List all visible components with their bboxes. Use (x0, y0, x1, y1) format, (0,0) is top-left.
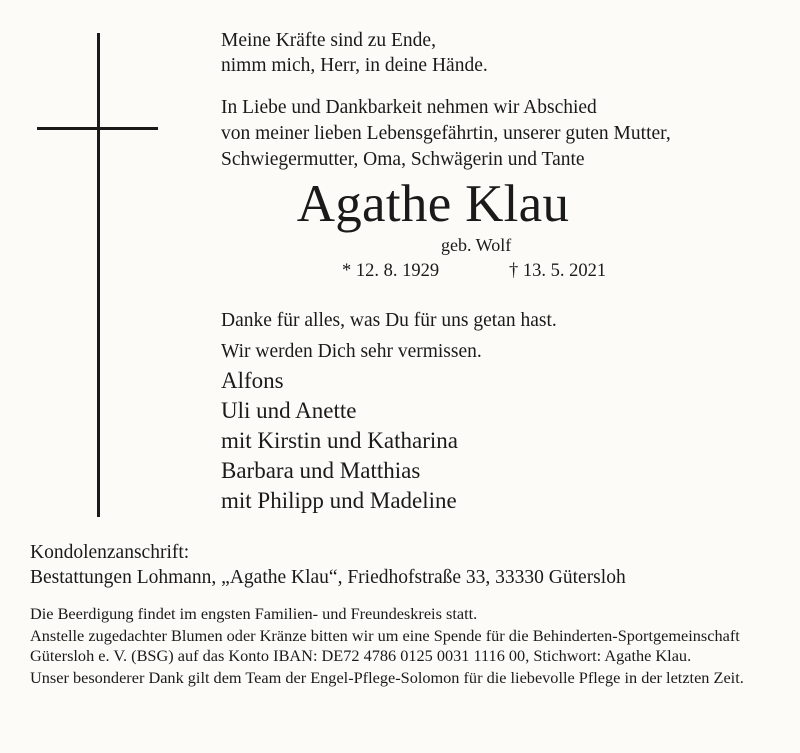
intro-line-2: von meiner lieben Lebensgefährtin, unserer guten Mutter, (221, 123, 671, 144)
condolence-address-line: Bestattungen Lohmann, „Agathe Klau“, Friedhofstraße 33, 33330 Gütersloh (30, 567, 626, 588)
verse (221, 28, 488, 78)
family-member: mit Philipp und Madeline (221, 488, 457, 513)
family-member: Uli und Anette (221, 398, 357, 423)
family-member: mit Kirstin und Katharina (221, 428, 458, 453)
footer-notes (30, 604, 778, 688)
family-member: Barbara und Matthias (221, 458, 421, 483)
intro-text (221, 95, 671, 173)
condolence-address (30, 540, 626, 590)
thanks-text (221, 305, 557, 367)
donation-note: Anstelle zugedachter Blumen oder Kränze bitten wir um eine Spende für die Behinderten-Sportgemeinschaft Gütersloh e. V. (BSG) auf das Konto IBAN: DE72 4786 0125 0031 1116 00, Stichwort: Agathe Klau. (30, 626, 740, 665)
intro-line-3: Schwiegermutter, Oma, Schwägerin und Tante (221, 149, 585, 170)
verse-line-2: nimm mich, Herr, in deine Hände. (221, 55, 488, 76)
birth-name: geb. Wolf (441, 235, 512, 255)
cross-vertical-bar (97, 33, 100, 517)
thanks-line-2: Wir werden Dich sehr vermissen. (221, 341, 482, 362)
thanks-line-1: Danke für alles, was Du für uns getan hast. (221, 310, 557, 331)
gratitude-note: Unser besonderer Dank gilt dem Team der Engel-Pflege-Solomon für die liebevolle Pflege in der letzten Zeit. (30, 668, 744, 687)
cross-horizontal-bar (37, 127, 158, 130)
family-list (221, 366, 458, 516)
condolence-label: Kondolenzanschrift: (30, 542, 190, 563)
birth-date: * 12. 8. 1929 (342, 261, 440, 281)
funeral-note: Die Beerdigung findet im engsten Familien- und Freundeskreis statt. (30, 604, 478, 623)
deceased-name: Agathe Klau (296, 175, 570, 233)
death-date: † 13. 5. 2021 (509, 261, 607, 281)
intro-line-1: In Liebe und Dankbarkeit nehmen wir Abschied (221, 97, 597, 118)
verse-line-1: Meine Kräfte sind zu Ende, (221, 30, 436, 51)
family-member: Alfons (221, 368, 284, 393)
